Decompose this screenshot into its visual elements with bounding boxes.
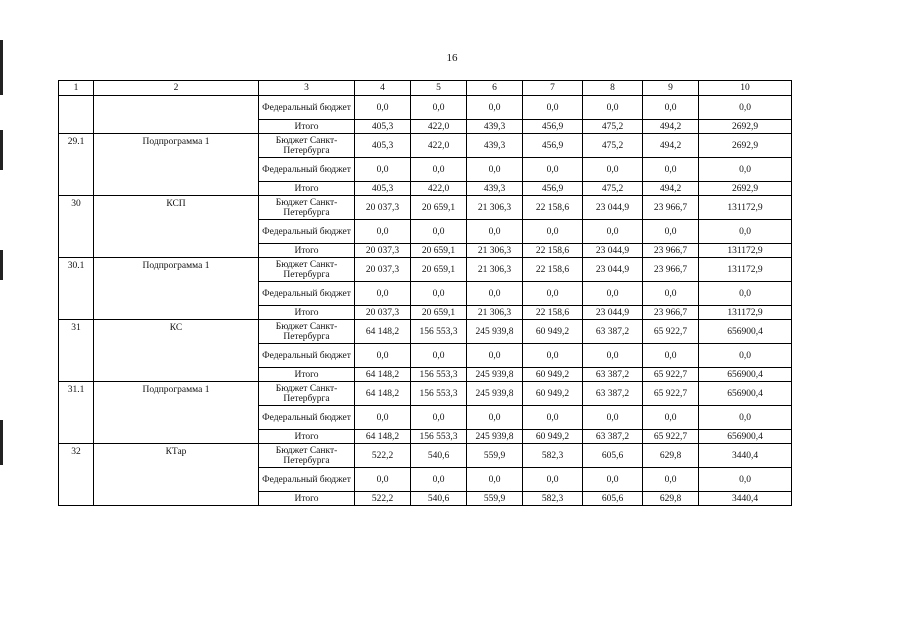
funding-source-cell: Бюджет Санкт-Петербурга	[259, 258, 355, 282]
year-value-cell: 64 148,2	[355, 368, 411, 382]
table-row	[59, 134, 792, 158]
year-value-cell: 0,0	[523, 220, 583, 244]
year-value-cell: 0,0	[411, 96, 467, 120]
year-value-cell: 456,9	[523, 120, 583, 134]
year-value-cell: 22 158,6	[523, 196, 583, 220]
year-value-cell: 439,3	[467, 134, 523, 158]
header-cell: 8	[583, 81, 643, 96]
year-value-cell: 0,0	[411, 406, 467, 430]
total-value-cell: 656900,4	[699, 382, 792, 406]
table-header-row	[59, 81, 792, 96]
row-number-cell: 29.1	[59, 134, 94, 196]
total-value-cell: 131172,9	[699, 306, 792, 320]
year-value-cell: 494,2	[643, 182, 699, 196]
year-value-cell: 0,0	[355, 96, 411, 120]
funding-source-cell: Итого	[259, 492, 355, 506]
year-value-cell: 475,2	[583, 134, 643, 158]
funding-source-cell: Федеральный бюджет	[259, 220, 355, 244]
program-name-cell: КС	[94, 320, 259, 382]
year-value-cell: 21 306,3	[467, 306, 523, 320]
year-value-cell: 64 148,2	[355, 320, 411, 344]
program-name-cell: Подпрограмма 1	[94, 382, 259, 444]
year-value-cell: 63 387,2	[583, 430, 643, 444]
year-value-cell: 65 922,7	[643, 320, 699, 344]
year-value-cell: 21 306,3	[467, 258, 523, 282]
total-value-cell: 656900,4	[699, 430, 792, 444]
year-value-cell: 20 037,3	[355, 244, 411, 258]
table-row	[59, 258, 792, 282]
year-value-cell: 559,9	[467, 444, 523, 468]
year-value-cell: 156 553,3	[411, 430, 467, 444]
year-value-cell: 245 939,8	[467, 382, 523, 406]
program-name-cell	[94, 96, 259, 134]
funding-source-cell: Итого	[259, 244, 355, 258]
year-value-cell: 0,0	[583, 344, 643, 368]
year-value-cell: 475,2	[583, 120, 643, 134]
row-number-cell: 30	[59, 196, 94, 258]
table-row	[59, 96, 792, 120]
year-value-cell: 20 037,3	[355, 258, 411, 282]
total-value-cell: 131172,9	[699, 244, 792, 258]
year-value-cell: 0,0	[523, 468, 583, 492]
year-value-cell: 23 044,9	[583, 306, 643, 320]
total-value-cell: 0,0	[699, 158, 792, 182]
table-row	[59, 444, 792, 468]
header-cell: 6	[467, 81, 523, 96]
total-value-cell: 3440,4	[699, 492, 792, 506]
year-value-cell: 23 966,7	[643, 244, 699, 258]
year-value-cell: 23 966,7	[643, 306, 699, 320]
year-value-cell: 439,3	[467, 182, 523, 196]
year-value-cell: 0,0	[467, 96, 523, 120]
year-value-cell: 23 044,9	[583, 244, 643, 258]
year-value-cell: 245 939,8	[467, 320, 523, 344]
funding-source-cell: Бюджет Санкт-Петербурга	[259, 134, 355, 158]
year-value-cell: 23 966,7	[643, 196, 699, 220]
year-value-cell: 20 659,1	[411, 258, 467, 282]
year-value-cell: 0,0	[523, 158, 583, 182]
year-value-cell: 23 044,9	[583, 258, 643, 282]
year-value-cell: 65 922,7	[643, 368, 699, 382]
funding-source-cell: Итого	[259, 182, 355, 196]
year-value-cell: 0,0	[467, 468, 523, 492]
year-value-cell: 0,0	[355, 406, 411, 430]
year-value-cell: 0,0	[643, 96, 699, 120]
page-number: 16	[446, 52, 458, 64]
row-number-cell: 31.1	[59, 382, 94, 444]
year-value-cell: 23 966,7	[643, 258, 699, 282]
total-value-cell: 0,0	[699, 282, 792, 306]
year-value-cell: 0,0	[643, 468, 699, 492]
row-number-cell: 31	[59, 320, 94, 382]
year-value-cell: 0,0	[355, 344, 411, 368]
year-value-cell: 0,0	[411, 220, 467, 244]
row-number-cell: 30.1	[59, 258, 94, 320]
year-value-cell: 0,0	[523, 282, 583, 306]
table-row	[59, 382, 792, 406]
year-value-cell: 540,6	[411, 444, 467, 468]
year-value-cell: 0,0	[523, 344, 583, 368]
year-value-cell: 422,0	[411, 182, 467, 196]
year-value-cell: 0,0	[583, 282, 643, 306]
header-cell: 7	[523, 81, 583, 96]
year-value-cell: 0,0	[411, 282, 467, 306]
year-value-cell: 0,0	[355, 158, 411, 182]
funding-source-cell: Бюджет Санкт-Петербурга	[259, 382, 355, 406]
year-value-cell: 0,0	[583, 220, 643, 244]
row-number-cell: 32	[59, 444, 94, 506]
year-value-cell: 60 949,2	[523, 430, 583, 444]
year-value-cell: 405,3	[355, 182, 411, 196]
table-row	[59, 320, 792, 344]
year-value-cell: 20 037,3	[355, 306, 411, 320]
funding-source-cell: Бюджет Санкт-Петербурга	[259, 320, 355, 344]
year-value-cell: 65 922,7	[643, 382, 699, 406]
year-value-cell: 494,2	[643, 134, 699, 158]
year-value-cell: 0,0	[355, 468, 411, 492]
year-value-cell: 60 949,2	[523, 320, 583, 344]
year-value-cell: 0,0	[583, 406, 643, 430]
year-value-cell: 0,0	[583, 158, 643, 182]
funding-source-cell: Бюджет Санкт-Петербурга	[259, 196, 355, 220]
year-value-cell: 0,0	[583, 96, 643, 120]
year-value-cell: 0,0	[411, 468, 467, 492]
table-body	[59, 81, 792, 506]
header-cell: 10	[699, 81, 792, 96]
total-value-cell: 656900,4	[699, 368, 792, 382]
year-value-cell: 63 387,2	[583, 382, 643, 406]
year-value-cell: 20 659,1	[411, 306, 467, 320]
year-value-cell: 522,2	[355, 444, 411, 468]
total-value-cell: 2692,9	[699, 182, 792, 196]
year-value-cell: 0,0	[467, 158, 523, 182]
year-value-cell: 605,6	[583, 444, 643, 468]
year-value-cell: 0,0	[643, 282, 699, 306]
year-value-cell: 0,0	[643, 220, 699, 244]
year-value-cell: 0,0	[643, 158, 699, 182]
total-value-cell: 3440,4	[699, 444, 792, 468]
year-value-cell: 494,2	[643, 120, 699, 134]
year-value-cell: 0,0	[523, 406, 583, 430]
year-value-cell: 156 553,3	[411, 320, 467, 344]
year-value-cell: 439,3	[467, 120, 523, 134]
program-name-cell: Подпрограмма 1	[94, 134, 259, 196]
year-value-cell: 456,9	[523, 182, 583, 196]
year-value-cell: 405,3	[355, 120, 411, 134]
funding-source-cell: Федеральный бюджет	[259, 406, 355, 430]
year-value-cell: 0,0	[523, 96, 583, 120]
year-value-cell: 0,0	[411, 158, 467, 182]
year-value-cell: 20 659,1	[411, 244, 467, 258]
funding-source-cell: Итого	[259, 430, 355, 444]
total-value-cell: 0,0	[699, 406, 792, 430]
funding-source-cell: Федеральный бюджет	[259, 468, 355, 492]
year-value-cell: 156 553,3	[411, 382, 467, 406]
funding-source-cell: Итого	[259, 368, 355, 382]
year-value-cell: 629,8	[643, 444, 699, 468]
year-value-cell: 0,0	[355, 220, 411, 244]
year-value-cell: 64 148,2	[355, 430, 411, 444]
total-value-cell: 0,0	[699, 220, 792, 244]
funding-source-cell: Итого	[259, 306, 355, 320]
funding-source-cell: Федеральный бюджет	[259, 344, 355, 368]
year-value-cell: 582,3	[523, 492, 583, 506]
program-name-cell: Подпрограмма 1	[94, 258, 259, 320]
funding-source-cell: Бюджет Санкт-Петербурга	[259, 444, 355, 468]
year-value-cell: 456,9	[523, 134, 583, 158]
year-value-cell: 582,3	[523, 444, 583, 468]
year-value-cell: 0,0	[355, 282, 411, 306]
year-value-cell: 475,2	[583, 182, 643, 196]
header-cell: 1	[59, 81, 94, 96]
total-value-cell: 0,0	[699, 468, 792, 492]
total-value-cell: 0,0	[699, 96, 792, 120]
total-value-cell: 131172,9	[699, 258, 792, 282]
year-value-cell: 64 148,2	[355, 382, 411, 406]
budget-table	[58, 80, 792, 506]
year-value-cell: 23 044,9	[583, 196, 643, 220]
year-value-cell: 629,8	[643, 492, 699, 506]
total-value-cell: 2692,9	[699, 120, 792, 134]
total-value-cell: 0,0	[699, 344, 792, 368]
program-name-cell: КСП	[94, 196, 259, 258]
year-value-cell: 22 158,6	[523, 244, 583, 258]
year-value-cell: 559,9	[467, 492, 523, 506]
year-value-cell: 20 037,3	[355, 196, 411, 220]
year-value-cell: 0,0	[467, 220, 523, 244]
program-name-cell: КТар	[94, 444, 259, 506]
total-value-cell: 656900,4	[699, 320, 792, 344]
year-value-cell: 63 387,2	[583, 368, 643, 382]
header-cell: 9	[643, 81, 699, 96]
year-value-cell: 22 158,6	[523, 306, 583, 320]
year-value-cell: 63 387,2	[583, 320, 643, 344]
year-value-cell: 422,0	[411, 120, 467, 134]
funding-source-cell: Федеральный бюджет	[259, 96, 355, 120]
year-value-cell: 156 553,3	[411, 368, 467, 382]
total-value-cell: 2692,9	[699, 134, 792, 158]
total-value-cell: 131172,9	[699, 196, 792, 220]
year-value-cell: 405,3	[355, 134, 411, 158]
year-value-cell: 245 939,8	[467, 368, 523, 382]
header-cell: 3	[259, 81, 355, 96]
year-value-cell: 0,0	[411, 344, 467, 368]
scan-edge	[0, 0, 3, 640]
row-number-cell	[59, 96, 94, 134]
year-value-cell: 0,0	[643, 344, 699, 368]
year-value-cell: 21 306,3	[467, 196, 523, 220]
year-value-cell: 422,0	[411, 134, 467, 158]
year-value-cell: 0,0	[643, 406, 699, 430]
year-value-cell: 522,2	[355, 492, 411, 506]
year-value-cell: 0,0	[467, 282, 523, 306]
header-cell: 2	[94, 81, 259, 96]
year-value-cell: 22 158,6	[523, 258, 583, 282]
year-value-cell: 65 922,7	[643, 430, 699, 444]
year-value-cell: 20 659,1	[411, 196, 467, 220]
year-value-cell: 540,6	[411, 492, 467, 506]
funding-source-cell: Федеральный бюджет	[259, 158, 355, 182]
year-value-cell: 245 939,8	[467, 430, 523, 444]
funding-source-cell: Итого	[259, 120, 355, 134]
year-value-cell: 60 949,2	[523, 368, 583, 382]
year-value-cell: 0,0	[583, 468, 643, 492]
table-row	[59, 196, 792, 220]
year-value-cell: 21 306,3	[467, 244, 523, 258]
funding-source-cell: Федеральный бюджет	[259, 282, 355, 306]
header-cell: 4	[355, 81, 411, 96]
header-cell: 5	[411, 81, 467, 96]
year-value-cell: 0,0	[467, 406, 523, 430]
year-value-cell: 605,6	[583, 492, 643, 506]
year-value-cell: 0,0	[467, 344, 523, 368]
year-value-cell: 60 949,2	[523, 382, 583, 406]
